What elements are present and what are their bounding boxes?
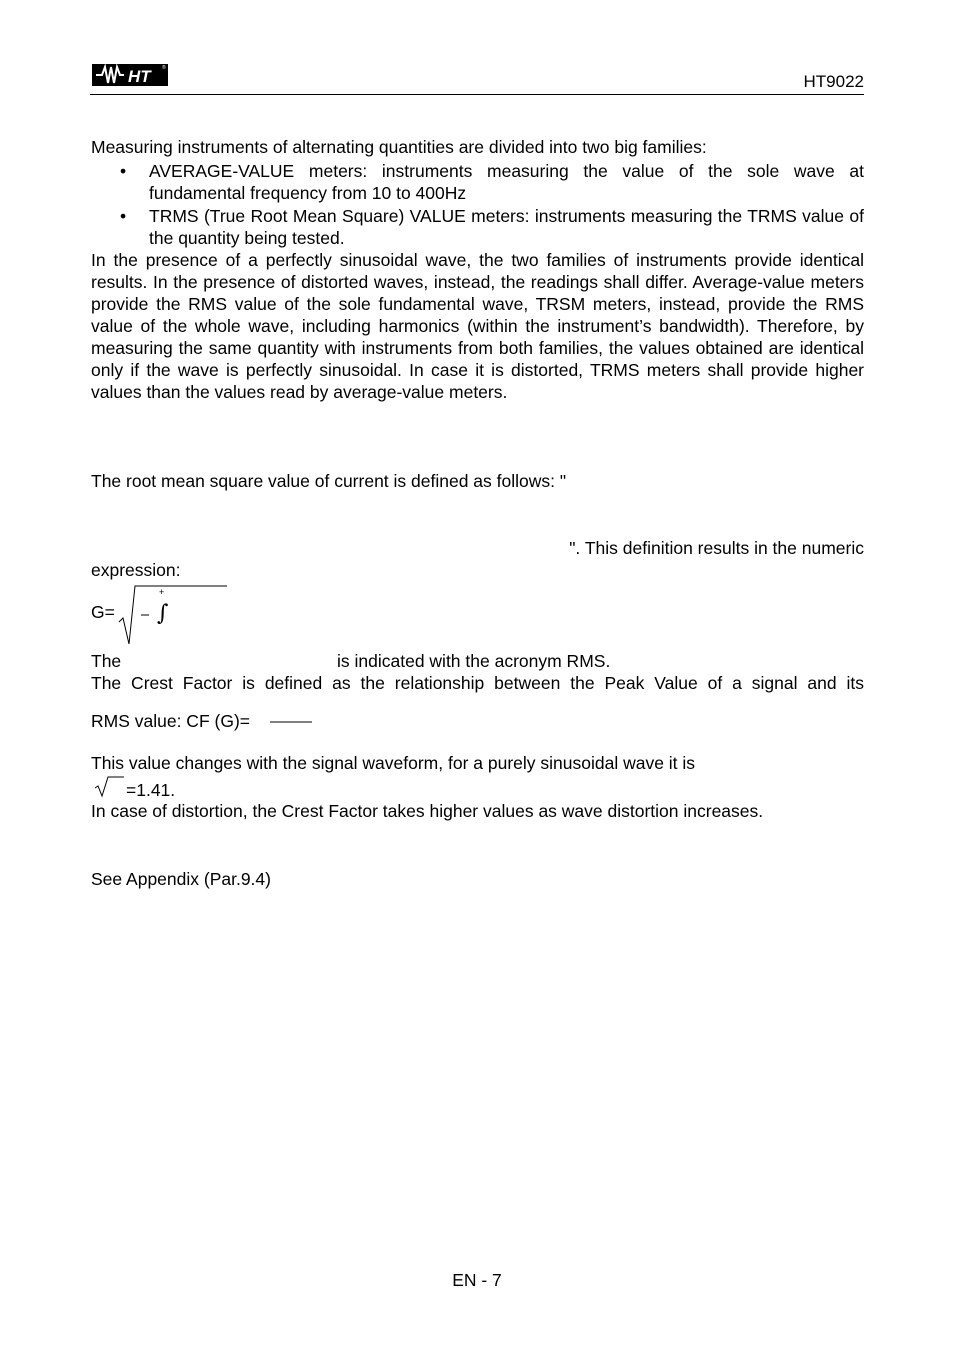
waveform-line: This value changes with the signal waveform, for a purely sinusoidal wave it is [91, 753, 696, 773]
logo-text: HT [128, 67, 151, 86]
acronym-line [91, 650, 864, 672]
expression-label: expression: [91, 560, 181, 580]
list-item [91, 160, 864, 204]
rms-formula [91, 584, 231, 650]
document-model: HT9022 [803, 72, 864, 91]
meter-families-list [91, 160, 864, 249]
crest-factor-formula [91, 710, 864, 732]
acronym-line-end: is indicated with the acronym RMS. [337, 651, 611, 671]
bullet-icon: • [120, 161, 127, 181]
crest-factor-label: RMS value: CF (G)= [91, 711, 250, 731]
paragraph-distortion: In the presence of a perfectly sinusoidal wave, the two families of instruments provide identical results. In the presence of distorted waves, instead, the readings shall differ. Average-value meters provide the RMS value of the sole fundamental wave, TRSM meters, instead, provide the RMS value of the whole wave, including harmonics (within the instrument’s bandwidth). Therefore, by measuring the same quantity with instruments from both families, the values obtained are identical only if the wave is perfectly sinusoidal. In case it is distorted, TRMS meters shall provide higher values than the values read by average-value meters. [91, 250, 864, 402]
ht-logo [92, 62, 170, 88]
list-item [91, 205, 864, 249]
distortion-line: In case of distortion, the Crest Factor takes higher values as wave distortion increases. [91, 801, 764, 821]
rms-definition-end: ". This definition results in the numeric [569, 538, 864, 558]
list-item-text: TRMS (True Root Mean Square) VALUE meters: instruments measuring the TRMS value of the quantity being tested. [149, 206, 864, 248]
rms-definition-start: The root mean square value of current is defined as follows: " [91, 471, 567, 491]
acronym-line-start: The [91, 651, 122, 671]
appendix-reference: See Appendix (Par.9.4) [91, 869, 271, 889]
svg-text:∫: ∫ [157, 601, 169, 626]
sqrt-value: =1.41. [126, 780, 176, 800]
formula-lhs: G= [91, 602, 115, 622]
svg-text:®: ® [162, 65, 166, 71]
crest-factor-definition: The Crest Factor is defined as the relationship between the Peak Value of a signal and its [91, 673, 864, 693]
header-divider [90, 94, 864, 95]
integral-upper-limit: + [159, 587, 165, 597]
intro-text: Measuring instruments of alternating quantities are divided into two big families: [91, 137, 707, 157]
page-number: EN - 7 [452, 1270, 502, 1290]
bullet-icon: • [120, 206, 127, 226]
list-item-text: AVERAGE-VALUE meters: instruments measuring the value of the sole wave at fundamental frequency from 10 to 400Hz [149, 161, 864, 203]
